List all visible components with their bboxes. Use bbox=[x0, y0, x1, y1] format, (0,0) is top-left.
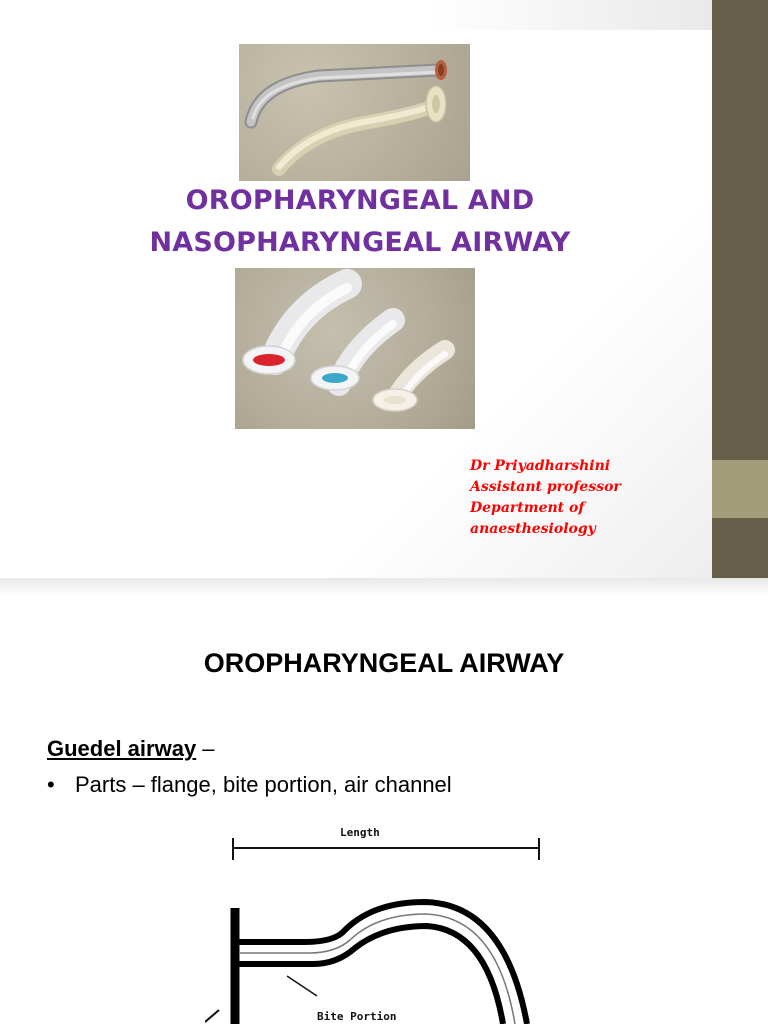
slide-oropharyngeal-airway bbox=[0, 596, 768, 1024]
author-department-line-1: Department of bbox=[470, 500, 585, 516]
title-line-1: OROPHARYNGEAL AND bbox=[185, 185, 535, 216]
flange-pointer bbox=[205, 1010, 219, 1022]
subheading-text: Guedel airway bbox=[47, 736, 197, 761]
title-line-2: NASOPHARYNGEAL AIRWAY bbox=[149, 227, 571, 258]
sidebar-accent bbox=[712, 460, 768, 518]
subheading bbox=[47, 736, 215, 762]
slide-2-title: OROPHARYNGEAL AIRWAY bbox=[203, 648, 565, 678]
author-position: Assistant professor bbox=[470, 479, 621, 495]
author-name: Dr Priyadharshini bbox=[470, 458, 611, 474]
air-channel-line bbox=[239, 914, 515, 1024]
slide-title-text bbox=[70, 180, 650, 264]
author-department-line-2: anaesthesiology bbox=[470, 521, 596, 537]
nasopharyngeal-airway-photo bbox=[239, 44, 470, 181]
slide-divider bbox=[0, 578, 768, 596]
subheading-dash: – bbox=[196, 736, 215, 761]
bullet-text: Parts – flange, bite portion, air channel bbox=[75, 772, 452, 797]
bullet-item bbox=[47, 772, 452, 798]
guedel-airway-diagram bbox=[205, 824, 565, 1024]
oropharyngeal-airway-photo bbox=[235, 268, 475, 429]
bullet-dot: • bbox=[47, 772, 55, 797]
length-label: Length bbox=[340, 826, 380, 839]
bite-portion-label: Bite Portion bbox=[317, 1010, 397, 1023]
bite-portion-pointer bbox=[287, 976, 317, 996]
top-strip bbox=[0, 0, 712, 30]
author-block bbox=[470, 456, 710, 540]
